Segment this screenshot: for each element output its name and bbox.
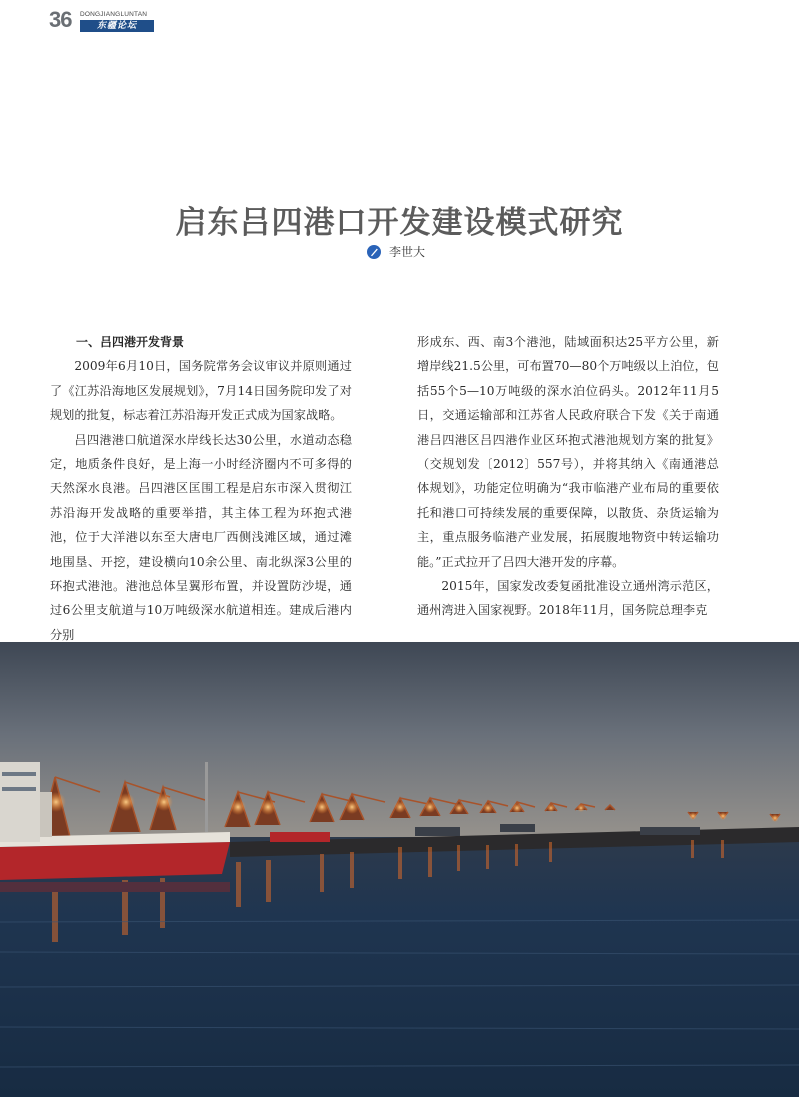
article-title: 启东吕四港口开发建设模式研究 xyxy=(175,204,624,241)
section-heading: 一、吕四港开发背景 xyxy=(76,335,185,349)
pen-icon xyxy=(367,245,381,259)
page-header xyxy=(49,6,159,32)
port-night-photo xyxy=(0,642,799,1097)
left-column xyxy=(50,330,352,647)
magazine-name-banner: 东疆论坛 xyxy=(80,20,154,32)
paragraph: 2015年，国家发改委复函批准设立通州湾示范区，通州湾进入国家视野。2018年11月，国务院总理李克 xyxy=(417,579,719,618)
paragraph: 吕四港港口航道深水岸线长达30公里，水道动态稳定，地质条件良好，是上海一小时经济圈内不可多得的天然深水良港。吕四港区匡围工程是启东市深入贯彻江苏沿海开发战略的重要举措，其主体工程为环抱式港池，位于大洋港以东至大唐电厂西侧浅滩区域，通过滩地围垦、开挖，建设横向10余公里、南北纵深3公里的环抱式港池。港池总体呈翼形布置，并设置防沙堤，通过6公里支航道与10万吨级深水航道相连。建成后港内分别 xyxy=(50,432,352,642)
author-name: 李世大 xyxy=(389,245,426,259)
page-number: 36 xyxy=(49,7,72,32)
paragraph-continued: 形成东、西、南3个港池，陆域面积达25平方公里，新增岸线21.5公里，可布置70—80个万吨级以上泊位，包括55个5—10万吨级的深水泊位码头。2012年11月5日，交通运输部和江苏省人民政府联合下发《关于南通港吕四港区吕四港作业区环抱式港池规划方案的批复》（交规划发〔2012〕557号），并将其纳入《南通港总体规划》，功能定位明确为“我市临港产业布局的重要依托和港口可持续发展的重要保障，以散货、杂货运输为主，重点服务临港产业发展，拓展腹地物资中转运输功能。”正式拉开了吕四大港开发的序幕。 xyxy=(417,335,719,569)
magazine-name-english: DONGJIANGLUNTAN xyxy=(80,11,148,18)
right-column xyxy=(417,330,719,623)
paragraph: 2009年6月10日，国务院常务会议审议并原则通过了《江苏沿海地区发展规划》，7月14日国务院印发了对规划的批复，标志着江苏沿海开发正式成为国家战略。 xyxy=(50,359,352,423)
